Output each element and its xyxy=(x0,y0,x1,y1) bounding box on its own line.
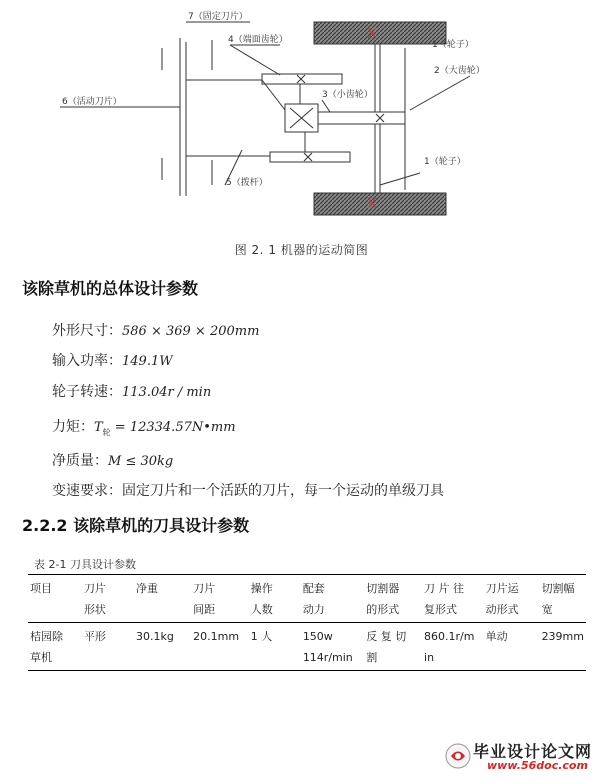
label-wheel-bottom: 1（轮子） xyxy=(424,157,466,167)
watermark xyxy=(445,739,595,775)
param-power xyxy=(52,350,173,370)
th-cut-width xyxy=(540,575,586,623)
label-big-gear: 2（大齿轮） xyxy=(434,66,485,76)
param-net-mass xyxy=(52,450,173,470)
param-value-subscript: 轮 xyxy=(102,427,111,437)
td-text: 桔园除 草机 xyxy=(30,630,63,664)
param-value-symbol: T xyxy=(94,420,103,435)
td-motion xyxy=(484,623,540,671)
td-text: 单动 xyxy=(485,630,508,643)
label-wheel-top: 1（轮子） xyxy=(432,40,474,50)
label-small-gear: 3（小齿轮） xyxy=(322,90,373,100)
th-text: 刀片 形状 xyxy=(83,582,106,616)
th-spacing xyxy=(191,575,249,623)
th-text: 刀片运 动形式 xyxy=(485,582,519,616)
param-label: 变速要求： xyxy=(52,483,122,499)
th-operators xyxy=(249,575,301,623)
param-value: M ≤ 30kg xyxy=(108,454,174,469)
wheel-top xyxy=(314,22,446,44)
watermark-logo-icon xyxy=(445,743,471,769)
td-shape xyxy=(82,623,134,671)
label-moving-blade: 6（活动刀片） xyxy=(62,97,122,107)
td-weight xyxy=(134,623,191,671)
th-motion xyxy=(484,575,540,623)
td-text: 反 复 切 割 xyxy=(366,630,407,664)
param-label: 轮子转速： xyxy=(52,384,122,400)
th-text: 刀 片 往 复形式 xyxy=(424,582,465,616)
wheel-bottom xyxy=(314,193,446,215)
face-gear-top xyxy=(262,74,342,84)
table-caption: 表 2-1 刀具设计参数 xyxy=(34,558,136,571)
th-text: 净重 xyxy=(135,582,158,595)
td-text: 860.1r/m in xyxy=(424,630,475,664)
th-text: 项目 xyxy=(30,582,52,595)
td-text: 1 人 xyxy=(250,630,273,643)
param-label: 净质量： xyxy=(52,453,108,469)
face-gear-bottom xyxy=(270,152,350,162)
th-weight xyxy=(134,575,191,623)
blade-params-table xyxy=(28,574,586,671)
figure-caption: 图 2. 1 机器的运动简图 xyxy=(234,243,369,257)
td-spacing xyxy=(191,623,249,671)
th-text: 切割幅 宽 xyxy=(541,582,575,616)
label-lever: 5（拨杆） xyxy=(226,178,268,188)
param-label: 输入功率： xyxy=(52,353,122,369)
param-dimensions xyxy=(52,320,259,340)
th-text: 刀片 间距 xyxy=(193,582,216,616)
param-value: 149.1W xyxy=(122,354,173,369)
param-value: 固定刀片和一个活跃的刀片，每一个运动的单级刀具 xyxy=(122,483,444,499)
th-item xyxy=(28,575,82,623)
td-cutter-type xyxy=(364,623,422,671)
section-title-blade: 2.2.2 该除草机的刀具设计参数 xyxy=(22,516,250,535)
param-value-rest: = 12334.57N•mm xyxy=(110,420,236,435)
th-power xyxy=(301,575,364,623)
th-shape xyxy=(82,575,134,623)
param-value: 113.04r / min xyxy=(122,385,212,400)
table-header-row xyxy=(28,575,586,623)
small-gear-shaft xyxy=(318,112,405,124)
td-operators xyxy=(249,623,301,671)
th-cutter-type xyxy=(364,575,422,623)
td-text: 150w 114r/min xyxy=(302,630,353,664)
th-text: 操作 人数 xyxy=(250,582,273,616)
param-speed-change xyxy=(52,480,444,500)
td-text: 239mm xyxy=(541,630,584,643)
section-title-overall: 该除草机的总体设计参数 xyxy=(22,279,199,298)
table-row xyxy=(28,623,586,671)
td-text: 20.1mm xyxy=(193,630,240,643)
param-torque xyxy=(52,416,236,438)
td-item xyxy=(28,623,82,671)
th-text: 切割器 的形式 xyxy=(366,582,400,616)
td-power xyxy=(301,623,364,671)
th-reciprocation xyxy=(422,575,484,623)
param-value: 586 × 369 × 200mm xyxy=(122,324,260,339)
param-wheel-speed xyxy=(52,381,211,401)
label-face-gear: 4（端面齿轮） xyxy=(228,35,288,45)
td-text: 30.1kg xyxy=(135,630,174,643)
param-label: 外形尺寸： xyxy=(52,323,122,339)
td-cut-width xyxy=(540,623,586,671)
td-reciprocation xyxy=(422,623,484,671)
kinematic-diagram xyxy=(0,0,603,235)
td-text: 平形 xyxy=(83,630,106,643)
label-fixed-blade: 7（固定刀片） xyxy=(188,12,248,22)
th-text: 配套 动力 xyxy=(302,582,325,616)
watermark-url: www.56doc.com xyxy=(487,759,588,772)
watermark-text: 毕业设计论文网 xyxy=(473,742,593,761)
param-label: 力矩： xyxy=(52,419,94,435)
